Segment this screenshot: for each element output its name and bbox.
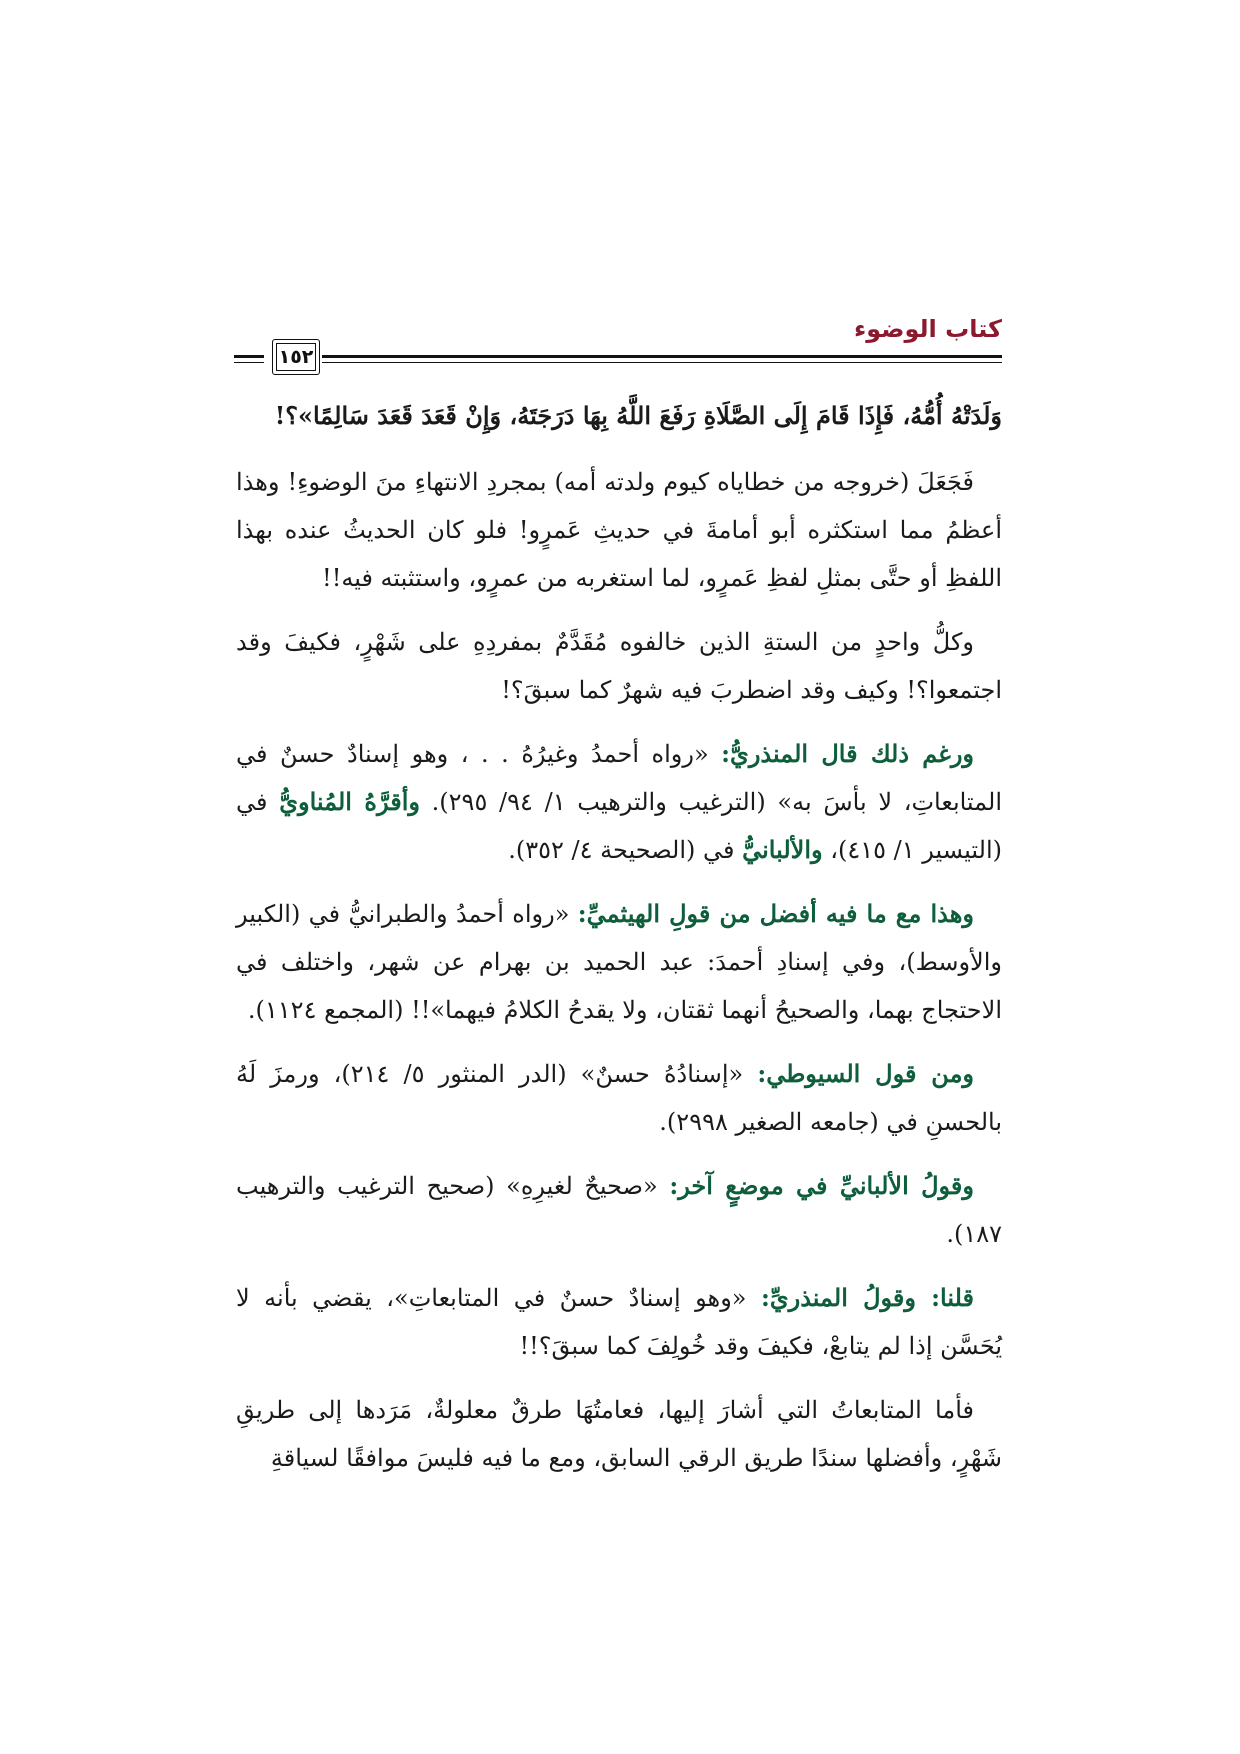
paragraph-7-text: «وهو إسنادٌ حسنٌ في المتابعاتِ»، يقضي بأنه لا يُحَسَّن إذا لم يتابعْ، فكيفَ وقد خُولِفَ كما سبقَ؟!! — [236, 1284, 1002, 1360]
highlight-mundhiri: ورغم ذلك قال المنذريُّ: — [721, 739, 974, 768]
paragraph-3-text-b: في (التيسير ١/ ٤١٥)، — [236, 788, 1002, 864]
highlight-qulna: قلنا: وقولُ المنذريِّ: — [760, 1283, 974, 1312]
highlight-albani: والألبانيُّ — [742, 835, 823, 864]
highlight-albani-2: وقولُ الألبانيِّ في موضعٍ آخر: — [669, 1171, 974, 1200]
paragraph-6 — [236, 1162, 1002, 1258]
page-number: ١٥٢ — [278, 346, 314, 368]
page-header — [234, 315, 1002, 375]
book-title: كتاب الوضوء — [853, 315, 1002, 343]
paragraph-1: فَجَعَلَ (خروجه من خطاياه كيوم ولدته أمه) بمجردِ الانتهاءِ منَ الوضوءِ! وهذا أعظمُ مما استكثره أبو أمامةَ في حديثِ عَمرٍو! فلو كان الحديثُ عنده بهذا اللفظِ أو حتَّى بمثلِ لفظِ عَمرٍو، لما استغربه من عمرٍو، واستثبته فيه!! — [236, 468, 1002, 592]
hadith-text: وَلَدَتْهُ أُمُّهُ، فَإِذَا قَامَ إِلَى الصَّلَاةِ رَفَعَ اللَّهُ بِهَا دَرَجَتَهُ، وَإِنْ قَعَدَ قَعَدَ سَالِمًا»؟! — [274, 401, 1002, 430]
header-rule — [322, 355, 1002, 363]
paragraph-8: فأما المتابعاتُ التي أشارَ إليها، فعامتُهَا طرقٌ معلولةٌ، مَرَدها إلى طريقِ شَهْرٍ، وأفضلها سندًا طريق الرقي السابق، ومع ما فيه فليسَ موافقًا لسياقةِ — [236, 1396, 1002, 1472]
header-rule-short — [234, 355, 264, 363]
paragraph-2: وكلُّ واحدٍ من الستةِ الذين خالفوه مُقَدَّمٌ بمفردِهِ على شَهْرٍ، فكيفَ وقد اجتمعوا؟! وكيف وقد اضطربَ فيه شهرٌ كما سبقَ؟! — [236, 628, 1002, 704]
paragraph-3 — [236, 730, 1002, 874]
paragraph-6-text: «صحيحٌ لغيرِهِ» (صحيح الترغيب والترهيب ١٨٧). — [236, 1172, 1002, 1248]
paragraph-4 — [236, 890, 1002, 1034]
paragraph-4-text: «رواه أحمدُ والطبرانيُّ في (الكبير والأوسط)، وفي إسنادِ أحمدَ: عبد الحميد بن بهرام عن شهر، واختلف في الاحتجاج بهما، والصحيحُ أنهما ثقتان، ولا يقدحُ الكلامُ فيهما»!! (المجمع ١١٢٤). — [236, 900, 1002, 1024]
highlight-suyuti: ومن قول السيوطي: — [757, 1059, 975, 1088]
paragraph-3-text-a: «رواه أحمدُ وغيرُهُ . . ، وهو إسنادٌ حسنٌ في المتابعاتِ، لا بأسَ به» (الترغيب والترهيب ١/ ٩٤/ ٢٩٥). — [236, 740, 1003, 816]
highlight-haythami: وهذا مع ما فيه أفضل من قولِ الهيثميِّ: — [577, 899, 974, 928]
paragraph-3-text-c: في (الصحيحة ٤/ ٣٥٢). — [508, 836, 743, 864]
paragraph-7 — [236, 1274, 1002, 1370]
highlight-munawi: وأقرَّهُ المُناويُّ — [279, 787, 420, 816]
page-body — [236, 392, 1002, 1498]
page-number-frame — [272, 339, 320, 375]
paragraph-5-text: «إسنادُهُ حسنٌ» (الدر المنثور ٥/ ٢١٤)، ورمزَ لَهُ بالحسنِ في (جامعه الصغير ٢٩٩٨). — [236, 1060, 1002, 1136]
paragraph-5 — [236, 1050, 1002, 1146]
